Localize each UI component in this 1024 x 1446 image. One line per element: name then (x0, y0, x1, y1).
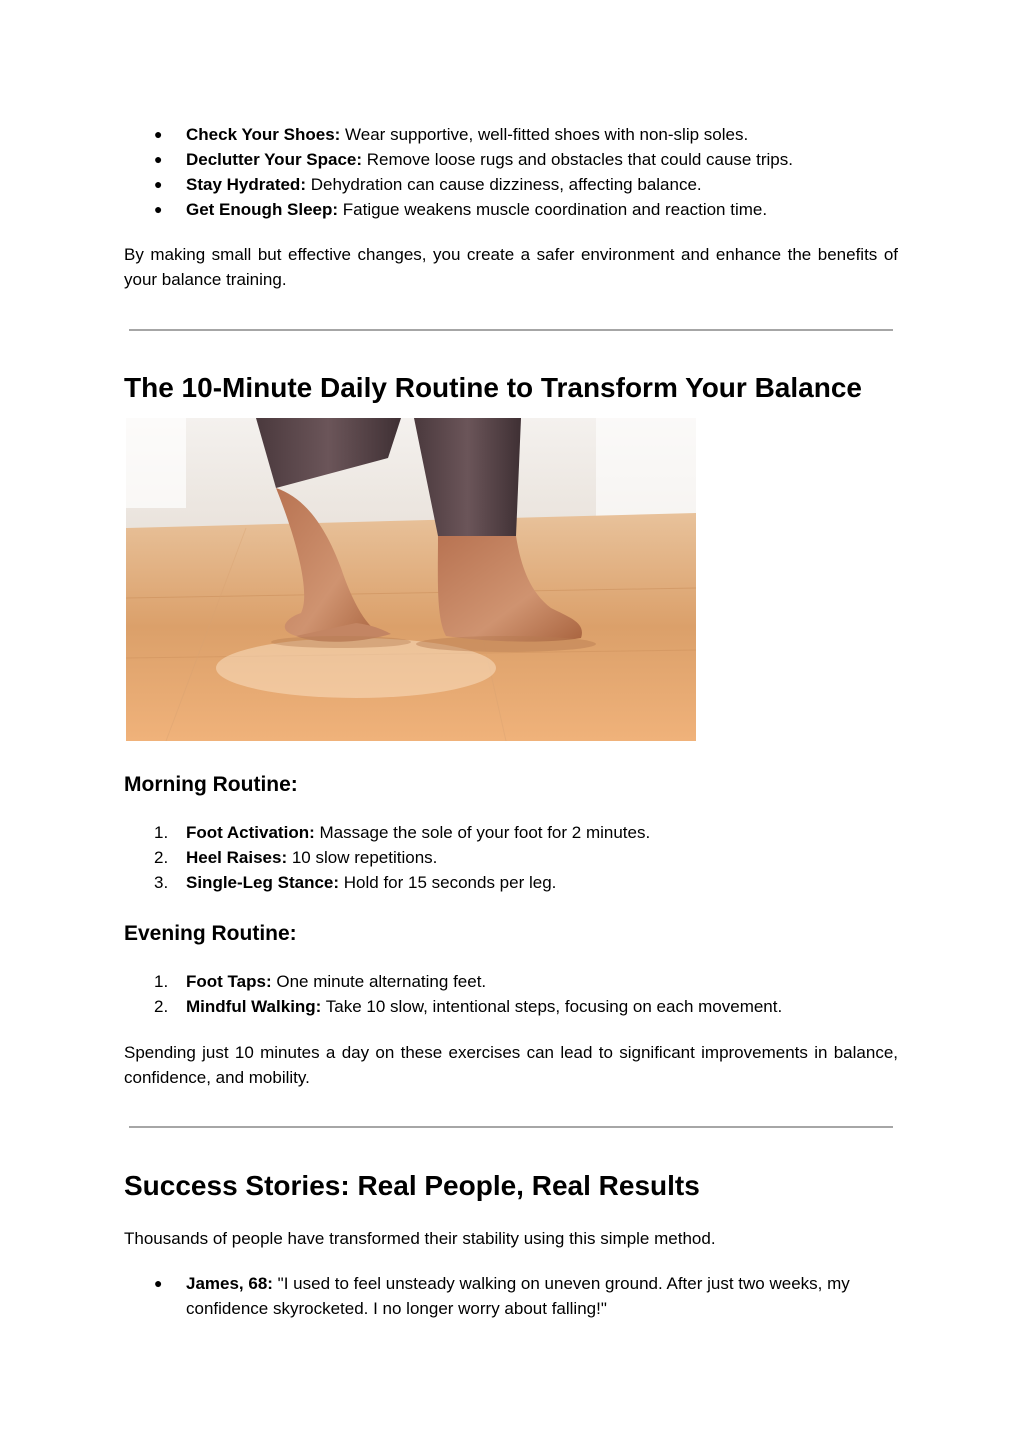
list-number: 3. (154, 873, 169, 892)
step-text: 10 slow repetitions. (287, 848, 438, 867)
tip-text: Fatigue weakens muscle coordination and reaction time. (338, 200, 768, 219)
step-term: Foot Activation: (186, 823, 315, 842)
tip-term: Stay Hydrated: (186, 175, 306, 194)
list-number: 1. (154, 823, 169, 842)
step-term: Single-Leg Stance: (186, 873, 340, 892)
step-text: Massage the sole of your foot for 2 minutes. (314, 823, 651, 842)
story-name: James, 68: (186, 1274, 273, 1293)
step-term: Foot Taps: (186, 972, 272, 991)
routine-summary: Spending just 10 minutes a day on these exercises can lead to significant improvements in balance, confidence, and mobility. (124, 1043, 898, 1087)
list-number: 1. (154, 972, 169, 991)
routine-heading: The 10-Minute Daily Routine to Transform Your Balance (124, 372, 862, 403)
bullet-icon: ● (154, 201, 163, 217)
tip-text: Dehydration can cause dizziness, affecting balance. (305, 175, 702, 194)
list-number: 2. (154, 997, 169, 1016)
tip-text: Wear supportive, well-fitted shoes with non-slip soles. (340, 125, 749, 144)
step-term: Mindful Walking: (186, 997, 322, 1016)
tips-summary: By making small but effective changes, you create a safer environment and enhance the benefits of your balance training. (124, 245, 898, 289)
evening-heading: Evening Routine: (124, 922, 297, 945)
bullet-icon: ● (154, 151, 163, 167)
feet-balance-photo (126, 418, 696, 741)
section-divider (129, 1126, 893, 1128)
bullet-icon: ● (154, 126, 163, 142)
tip-term: Get Enough Sleep: (186, 200, 339, 219)
bullet-icon: ● (154, 176, 163, 192)
section-divider (129, 329, 893, 331)
bullet-icon: ● (154, 1275, 163, 1291)
step-text: Hold for 15 seconds per leg. (339, 873, 557, 892)
morning-heading: Morning Routine: (124, 773, 298, 796)
tip-text: Remove loose rugs and obstacles that could cause trips. (362, 150, 793, 169)
tip-term: Check Your Shoes: (186, 125, 341, 144)
step-term: Heel Raises: (186, 848, 288, 867)
step-text: Take 10 slow, intentional steps, focusing on each movement. (321, 997, 783, 1016)
list-number: 2. (154, 848, 169, 867)
step-text: One minute alternating feet. (271, 972, 487, 991)
success-heading: Success Stories: Real People, Real Results (124, 1170, 700, 1201)
feet-photo-illustration (126, 418, 696, 741)
success-intro: Thousands of people have transformed their stability using this simple method. (124, 1229, 716, 1248)
story-quote: "I used to feel unsteady walking on uneven ground. After just two weeks, my confidence skyrocketed. I no longer worry about falling!" (186, 1274, 850, 1318)
tip-term: Declutter Your Space: (186, 150, 363, 169)
